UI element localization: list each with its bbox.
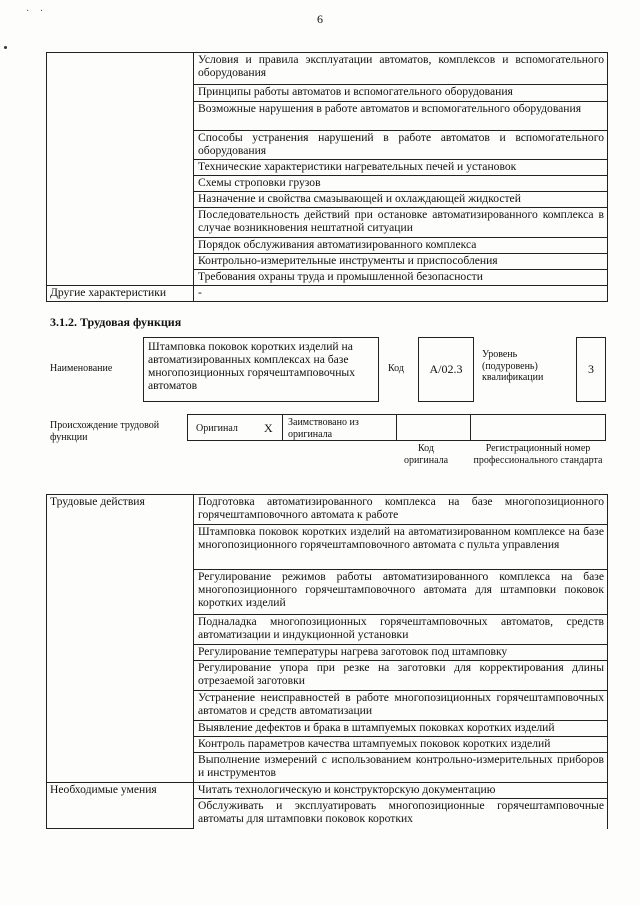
borrowed-label: Заимствовано из оригинала: [288, 417, 359, 440]
knowledge-item: Требования охраны труда и промышленной безопасности: [194, 270, 608, 286]
knowledge-item: Контрольно-измерительные инструменты и приспособления: [194, 254, 608, 270]
origin-row: [187, 414, 606, 441]
original-label: Оригинал: [196, 423, 238, 434]
knowledge-item: Схемы строповки грузов: [194, 176, 608, 192]
level-label: Уровень (подуровень) квалификации: [482, 349, 544, 383]
page-number: 6: [317, 12, 323, 26]
margin-dot: [4, 46, 7, 49]
knowledge-table: [46, 52, 608, 302]
labour-action-item: Контроль параметров качества штампуемых поковок коротких изделий: [194, 737, 608, 753]
labour-actions-table: [46, 494, 608, 829]
other-characteristics-label: Другие характеристики: [47, 286, 194, 302]
labour-action-item: Регулирование упора при резке на заготовки для корректирования длины отрезаемой заготовки: [194, 661, 608, 691]
origin-label: Происхождение трудовой функции: [50, 420, 160, 443]
code-value: А/02.3: [429, 362, 463, 376]
original-checkmark: X: [264, 421, 273, 435]
code-box: [418, 337, 474, 402]
knowledge-item: Последовательность действий при остановке автоматизированного комплекса в случае возникновения нештатной ситуации: [194, 208, 608, 238]
function-name-box: [143, 337, 379, 402]
level-value: 3: [588, 362, 594, 376]
level-box: [576, 337, 606, 402]
knowledge-item: Принципы работы автоматов и вспомогательного оборудования: [194, 85, 608, 102]
labour-action-item: Выполнение измерений с использованием контрольно-измерительных приборов и инструментов: [194, 753, 608, 783]
labour-action-item: Выявление дефектов и брака в штампуемых поковках коротких изделий: [194, 721, 608, 737]
code-label: Код: [388, 363, 404, 374]
labour-action-item: Штамповка поковок коротких изделий на автоматизированном комплексе на базе многопозиционного горячештамповочного автомата с пульта управления: [194, 525, 608, 570]
name-label: Наименование: [50, 363, 113, 374]
labour-action-item: Устранение неисправностей в работе многопозиционных горячештамповочных автоматов и средств автоматизации: [194, 691, 608, 721]
knowledge-item: Порядок обслуживания автоматизированного комплекса: [194, 238, 608, 254]
labour-action-item: Подналадка многопозиционных горячештамповочных автоматов, средств автоматизации и индукционной установки: [194, 615, 608, 645]
knowledge-item: Способы устранения нарушений в работе автоматов и вспомогательного оборудования: [194, 131, 608, 160]
knowledge-item: Возможные нарушения в работе автоматов и вспомогательного оборудования: [194, 102, 608, 131]
labour-action-item: Регулирование режимов работы автоматизированного комплекса на базе многопозиционного горячештамповочного автомата для штамповки поковок коротких изделий: [194, 570, 608, 615]
corner-mark: · ·: [26, 6, 48, 17]
labour-actions-label: Трудовые действия: [47, 495, 194, 783]
section-title: 3.1.2. Трудовая функция: [50, 315, 182, 329]
original-code-caption: Код оригинала: [403, 443, 449, 466]
required-skills-label: Необходимые умения: [47, 783, 194, 829]
skill-item: Обслуживать и эксплуатировать многопозиционные горячештамповочные автоматы для штамповки поковок коротких: [194, 799, 608, 829]
labour-action-item: Подготовка автоматизированного комплекса на базе многопозиционного горячештамповочного автомата к работе: [194, 495, 608, 525]
labour-action-item: Регулирование температуры нагрева заготовок под штамповку: [194, 645, 608, 661]
knowledge-label-cell: [47, 53, 194, 286]
registration-caption: Регистрационный номер профессионального стандарта: [473, 443, 603, 466]
knowledge-item: Технические характеристики нагревательных печей и установок: [194, 160, 608, 176]
function-name-value: Штамповка поковок коротких изделий на автоматизированных комплексах на базе многопозиционных горячештамповочных автоматов: [148, 340, 355, 392]
knowledge-item: Назначение и свойства смазывающей и охлаждающей жидкостей: [194, 192, 608, 208]
knowledge-item: Условия и правила эксплуатации автоматов, комплексов и вспомогательного оборудования: [194, 53, 608, 85]
other-characteristics-value: -: [194, 286, 608, 302]
skill-item: Читать технологическую и конструкторскую документацию: [194, 783, 608, 799]
